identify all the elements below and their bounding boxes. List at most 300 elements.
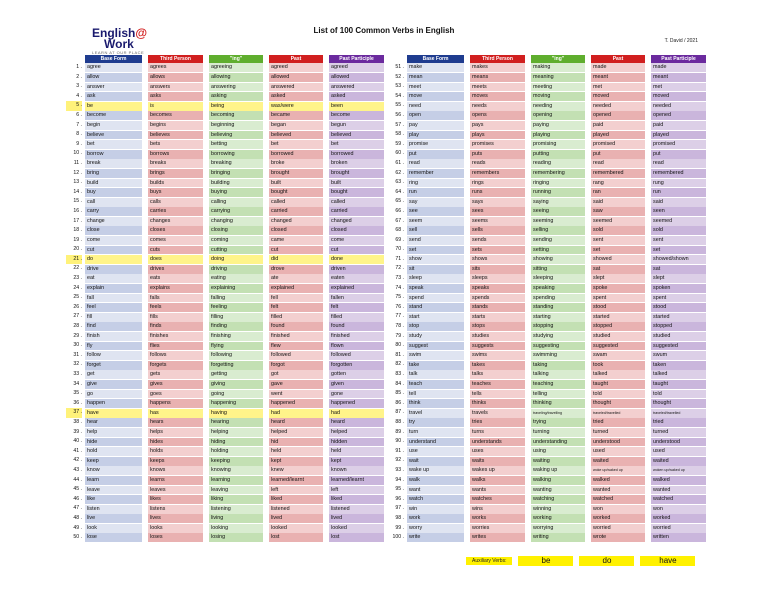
ing-form-cell: running: [531, 188, 585, 197]
past-cell: told: [591, 390, 645, 399]
past-cell: stopped: [591, 322, 645, 331]
ing-form-cell: suggesting: [531, 342, 585, 351]
row-number: 22 .: [73, 265, 82, 272]
table-row: [66, 207, 384, 217]
past-cell: filled: [269, 313, 323, 322]
third-person-cell: tries: [470, 418, 525, 427]
table-row: [66, 140, 384, 150]
base-form-cell: speak: [407, 284, 464, 293]
base-form-cell: study: [407, 332, 464, 341]
past-cell: listened: [269, 505, 323, 514]
row-number: 89 .: [395, 428, 404, 435]
base-form-cell: use: [407, 447, 464, 456]
third-person-cell: works: [470, 514, 525, 523]
ing-form-cell: thinking: [531, 399, 585, 408]
past-participle-cell: happened: [329, 399, 384, 408]
base-form-cell: begin: [85, 121, 142, 130]
past-cell: sent: [591, 236, 645, 245]
past-participle-cell: begun: [329, 121, 384, 130]
third-person-cell: forgets: [148, 361, 203, 370]
ing-form-cell: changing: [209, 217, 263, 226]
table-row: [66, 533, 384, 543]
base-form-cell: hear: [85, 418, 142, 427]
row-number: 14 .: [73, 188, 82, 195]
ing-form-cell: wanting: [531, 486, 585, 495]
past-participle-cell: worried: [651, 524, 706, 533]
third-person-cell: lives: [148, 514, 203, 523]
third-person-cell: writes: [470, 533, 525, 542]
past-cell: helped: [269, 428, 323, 437]
ing-form-cell: watching: [531, 495, 585, 504]
table-row: [388, 380, 706, 390]
past-cell: bought: [269, 188, 323, 197]
base-form-cell: walk: [407, 476, 464, 485]
past-cell: did: [269, 255, 323, 264]
table-row: [388, 188, 706, 198]
past-participle-cell: started: [651, 313, 706, 322]
ing-form-cell: living: [209, 514, 263, 523]
row-number: 45 .: [73, 486, 82, 493]
past-participle-cell: made: [651, 63, 706, 72]
past-participle-cell: played: [651, 131, 706, 140]
past-cell: cut: [269, 246, 323, 255]
base-form-cell: bring: [85, 169, 142, 178]
base-form-cell: travel: [407, 409, 464, 418]
ing-form-cell: going: [209, 390, 263, 399]
past-participle-cell: agreed: [329, 63, 384, 72]
past-participle-cell: heard: [329, 418, 384, 427]
table-row: [66, 178, 384, 188]
table-row: [66, 92, 384, 102]
base-form-cell: set: [407, 246, 464, 255]
row-number: 60 .: [395, 150, 404, 157]
table-row: [66, 255, 384, 265]
third-person-cell: brings: [148, 169, 203, 178]
ing-form-cell: knowing: [209, 466, 263, 475]
past-participle-cell: needed: [651, 102, 706, 111]
header-past-participle: Past Participle: [651, 55, 706, 63]
base-form-cell: say: [407, 198, 464, 207]
base-form-cell: have: [85, 409, 142, 418]
past-cell: happened: [269, 399, 323, 408]
base-form-cell: show: [407, 255, 464, 264]
past-cell: carried: [269, 207, 323, 216]
past-participle-cell: left: [329, 486, 384, 495]
past-participle-cell: suggested: [651, 342, 706, 351]
table-row: [66, 524, 384, 534]
third-person-cell: makes: [470, 63, 525, 72]
verb-table-left: [66, 55, 384, 543]
row-number: 96 .: [395, 495, 404, 502]
table-row: [388, 485, 706, 495]
third-person-cell: breaks: [148, 159, 203, 168]
row-number: 10 .: [73, 150, 82, 157]
third-person-cell: studies: [470, 332, 525, 341]
row-number: 30 .: [73, 342, 82, 349]
past-cell: became: [269, 111, 323, 120]
ing-form-cell: selling: [531, 226, 585, 235]
past-participle-cell: gone: [329, 390, 384, 399]
row-number: 5 .: [66, 101, 82, 111]
table-header: [407, 55, 706, 63]
base-form-cell: look: [85, 524, 142, 533]
ing-form-cell: learning: [209, 476, 263, 485]
third-person-cell: feels: [148, 303, 203, 312]
third-person-cell: gives: [148, 380, 203, 389]
row-number: 61 .: [395, 159, 404, 166]
past-participle-cell: become: [329, 111, 384, 120]
author-credit: T. David / 2021: [664, 38, 698, 44]
base-form-cell: sell: [407, 226, 464, 235]
past-participle-cell: meant: [651, 73, 706, 82]
table-row: [66, 159, 384, 169]
past-participle-cell: seen: [651, 207, 706, 216]
past-cell: turned: [591, 428, 645, 437]
third-person-cell: needs: [470, 102, 525, 111]
base-form-cell: teach: [407, 380, 464, 389]
past-participle-cell: brought: [329, 169, 384, 178]
row-number: 32 .: [73, 361, 82, 368]
ing-form-cell: winning: [531, 505, 585, 514]
past-cell: read: [591, 159, 645, 168]
table-row: [66, 82, 384, 92]
past-cell: met: [591, 83, 645, 92]
table-body: [388, 63, 706, 543]
third-person-cell: hears: [148, 418, 203, 427]
past-participle-cell: had: [329, 409, 384, 418]
ing-form-cell: finishing: [209, 332, 263, 341]
table-row: [66, 437, 384, 447]
base-form-cell: listen: [85, 505, 142, 514]
past-participle-cell: moved: [651, 92, 706, 101]
ing-form-cell: understanding: [531, 438, 585, 447]
past-participle-cell: sold: [651, 226, 706, 235]
row-number: 66 .: [395, 207, 404, 214]
base-form-cell: do: [85, 255, 142, 264]
table-row: [66, 504, 384, 514]
third-person-cell: promises: [470, 140, 525, 149]
header-third-person: Third Person: [148, 55, 203, 63]
table-row: [66, 447, 384, 457]
base-form-cell: play: [407, 131, 464, 140]
past-participle-cell: rung: [651, 179, 706, 188]
table-row: [388, 92, 706, 102]
header-base-form: Base Form: [85, 55, 142, 63]
table-row: [66, 101, 384, 111]
base-form-cell: talk: [407, 370, 464, 379]
ing-form-cell: bringing: [209, 169, 263, 178]
past-cell: gave: [269, 380, 323, 389]
row-number: 100 .: [392, 534, 404, 541]
table-row: [66, 408, 384, 418]
ing-form-cell: teaching: [531, 380, 585, 389]
past-participle-cell: borrowed: [329, 150, 384, 159]
past-participle-cell: answered: [329, 83, 384, 92]
table-row: [66, 293, 384, 303]
past-participle-cell: stood: [651, 303, 706, 312]
row-number: 53 .: [395, 83, 404, 90]
past-participle-cell: followed: [329, 351, 384, 360]
row-number: 7 .: [76, 121, 82, 128]
third-person-cell: watches: [470, 495, 525, 504]
table-row: [388, 476, 706, 486]
past-cell: taught: [591, 380, 645, 389]
table-row: [66, 217, 384, 227]
table-row: [388, 303, 706, 313]
table-row: [388, 418, 706, 428]
row-number: 93 .: [395, 466, 404, 473]
table-row: [66, 312, 384, 322]
past-cell: went: [269, 390, 323, 399]
past-participle-cell: eaten: [329, 274, 384, 283]
row-number: 59 .: [395, 140, 404, 147]
row-number: 21 .: [66, 255, 82, 265]
table-row: [388, 360, 706, 370]
ing-form-cell: keeping: [209, 457, 263, 466]
third-person-cell: rings: [470, 179, 525, 188]
logo-text: English: [92, 26, 136, 40]
row-number: 13 .: [73, 179, 82, 186]
ing-form-cell: trying: [531, 418, 585, 427]
past-participle-cell: talked: [651, 370, 706, 379]
base-form-cell: watch: [407, 495, 464, 504]
base-form-cell: mean: [407, 73, 464, 82]
base-form-cell: build: [85, 179, 142, 188]
table-row: [388, 140, 706, 150]
ing-form-cell: starting: [531, 313, 585, 322]
past-cell: called: [269, 198, 323, 207]
ing-form-cell: carrying: [209, 207, 263, 216]
base-form-cell: ring: [407, 179, 464, 188]
past-cell: came: [269, 236, 323, 245]
table-row: [388, 312, 706, 322]
base-form-cell: start: [407, 313, 464, 322]
row-number: 49 .: [73, 524, 82, 531]
third-person-cell: changes: [148, 217, 203, 226]
third-person-cell: moves: [470, 92, 525, 101]
past-participle-cell: said: [651, 198, 706, 207]
base-form-cell: learn: [85, 476, 142, 485]
past-participle-cell: showed/shown: [651, 255, 706, 264]
past-participle-cell: thought: [651, 399, 706, 408]
ing-form-cell: beginning: [209, 121, 263, 130]
base-form-cell: believe: [85, 131, 142, 140]
row-number: 4 .: [76, 92, 82, 99]
third-person-cell: falls: [148, 294, 203, 303]
table-row: [66, 476, 384, 486]
past-cell: set: [591, 246, 645, 255]
past-cell: agreed: [269, 63, 323, 72]
base-form-cell: wait: [407, 457, 464, 466]
base-form-cell: happen: [85, 399, 142, 408]
base-form-cell: move: [407, 92, 464, 101]
row-number: 91 .: [395, 447, 404, 454]
row-number: 95 .: [395, 486, 404, 493]
table-row: [388, 389, 706, 399]
past-cell: spoke: [591, 284, 645, 293]
ing-form-cell: making: [531, 63, 585, 72]
past-cell: talked: [591, 370, 645, 379]
base-form-cell: seem: [407, 217, 464, 226]
third-person-cell: eats: [148, 274, 203, 283]
row-number: 19 .: [73, 236, 82, 243]
base-form-cell: lose: [85, 533, 142, 542]
base-form-cell: make: [407, 63, 464, 72]
table-row: [388, 437, 706, 447]
table-row: [388, 284, 706, 294]
past-participle-cell: called: [329, 198, 384, 207]
ing-form-cell: turning: [531, 428, 585, 437]
ing-form-cell: meaning: [531, 73, 585, 82]
past-cell: walked: [591, 476, 645, 485]
past-cell: waited: [591, 457, 645, 466]
table-row: [388, 504, 706, 514]
third-person-cell: suggests: [470, 342, 525, 351]
base-form-cell: follow: [85, 351, 142, 360]
past-participle-cell: given: [329, 380, 384, 389]
ing-form-cell: traveling/travelling: [531, 409, 585, 418]
past-cell: traveled/travelled: [591, 409, 645, 418]
ing-form-cell: allowing: [209, 73, 263, 82]
past-cell: changed: [269, 217, 323, 226]
table-row: [66, 73, 384, 83]
row-number: 97 .: [395, 505, 404, 512]
ing-form-cell: becoming: [209, 111, 263, 120]
third-person-cell: agrees: [148, 63, 203, 72]
past-cell: wanted: [591, 486, 645, 495]
row-number: 23 .: [73, 275, 82, 282]
past-cell: kept: [269, 457, 323, 466]
ing-form-cell: hiding: [209, 438, 263, 447]
row-number: 70 .: [395, 246, 404, 253]
third-person-cell: keeps: [148, 457, 203, 466]
row-number: 77 .: [395, 313, 404, 320]
base-form-cell: fly: [85, 342, 142, 351]
row-number: 83 .: [395, 371, 404, 377]
third-person-cell: opens: [470, 111, 525, 120]
ing-form-cell: opening: [531, 111, 585, 120]
base-form-cell: bet: [85, 140, 142, 149]
base-form-cell: ask: [85, 92, 142, 101]
base-form-cell: break: [85, 159, 142, 168]
past-cell: lived: [269, 514, 323, 523]
past-participle-cell: walked: [651, 476, 706, 485]
base-form-cell: feel: [85, 303, 142, 312]
table-row: [388, 341, 706, 351]
third-person-cell: begins: [148, 121, 203, 130]
row-number: 31 .: [73, 351, 82, 358]
third-person-cell: asks: [148, 92, 203, 101]
row-number: 82 .: [395, 361, 404, 368]
past-participle-cell: helped: [329, 428, 384, 437]
ing-form-cell: asking: [209, 92, 263, 101]
base-form-cell: come: [85, 236, 142, 245]
third-person-cell: wins: [470, 505, 525, 514]
third-person-cell: thinks: [470, 399, 525, 408]
base-form-cell: call: [85, 198, 142, 207]
base-form-cell: pay: [407, 121, 464, 130]
ing-form-cell: listening: [209, 505, 263, 514]
past-cell: broke: [269, 159, 323, 168]
row-number: 58 .: [395, 131, 404, 138]
row-number: 92 .: [395, 457, 404, 464]
past-participle-cell: remembered: [651, 169, 706, 178]
third-person-cell: bets: [148, 140, 203, 149]
past-participle-cell: waited: [651, 457, 706, 466]
table-row: [388, 121, 706, 131]
past-cell: stood: [591, 303, 645, 312]
base-form-cell: agree: [85, 63, 142, 72]
row-number: 11 .: [73, 159, 82, 166]
ing-form-cell: agreeing: [209, 63, 263, 72]
row-number: 18 .: [73, 227, 82, 234]
third-person-cell: runs: [470, 188, 525, 197]
past-participle-cell: forgotten: [329, 361, 384, 370]
base-form-cell: turn: [407, 428, 464, 437]
third-person-cell: fills: [148, 313, 203, 322]
row-number: 40 .: [73, 438, 82, 445]
base-form-cell: try: [407, 418, 464, 427]
ing-form-cell: breaking: [209, 159, 263, 168]
table-row: [66, 169, 384, 179]
third-person-cell: does: [148, 255, 203, 264]
row-number: 80 .: [395, 342, 404, 349]
base-form-cell: win: [407, 505, 464, 514]
row-number: 8 .: [76, 131, 82, 138]
past-cell: left: [269, 486, 323, 495]
past-participle-cell: set: [651, 246, 706, 255]
third-person-cell: learns: [148, 476, 203, 485]
ing-form-cell: buying: [209, 188, 263, 197]
logo-text-work: Work: [104, 37, 134, 51]
past-participle-cell: listened: [329, 505, 384, 514]
past-cell: heard: [269, 418, 323, 427]
past-participle-cell: lost: [329, 533, 384, 542]
ing-form-cell: using: [531, 447, 585, 456]
third-person-cell: pays: [470, 121, 525, 130]
base-form-cell: worry: [407, 524, 464, 533]
ing-form-cell: leaving: [209, 486, 263, 495]
third-person-cell: happens: [148, 399, 203, 408]
past-cell: swam: [591, 351, 645, 360]
past-participle-cell: gotten: [329, 370, 384, 379]
base-form-cell: cut: [85, 246, 142, 255]
header-base-form: Base Form: [407, 55, 464, 63]
row-number: 73 .: [395, 275, 404, 282]
row-number: 36 .: [73, 399, 82, 406]
row-number: 74 .: [395, 284, 404, 291]
logo-tagline: LEARN AT OUR PLACE: [92, 50, 145, 55]
base-form-cell: take: [407, 361, 464, 370]
row-number: 50 .: [73, 534, 82, 541]
row-number: 42 .: [73, 457, 82, 464]
past-participle-cell: cut: [329, 246, 384, 255]
auxiliary-verb: be: [518, 556, 573, 566]
ing-form-cell: falling: [209, 294, 263, 303]
ing-form-cell: liking: [209, 495, 263, 504]
third-person-cell: talks: [470, 370, 525, 379]
past-participle-cell: wanted: [651, 486, 706, 495]
ing-form-cell: explaining: [209, 284, 263, 293]
row-number: 33 .: [73, 371, 82, 377]
past-cell: took: [591, 361, 645, 370]
past-cell: saw: [591, 207, 645, 216]
past-cell: explained: [269, 284, 323, 293]
past-cell: ran: [591, 188, 645, 197]
ing-form-cell: working: [531, 514, 585, 523]
row-number: 25 .: [73, 294, 82, 301]
ing-form-cell: eating: [209, 274, 263, 283]
